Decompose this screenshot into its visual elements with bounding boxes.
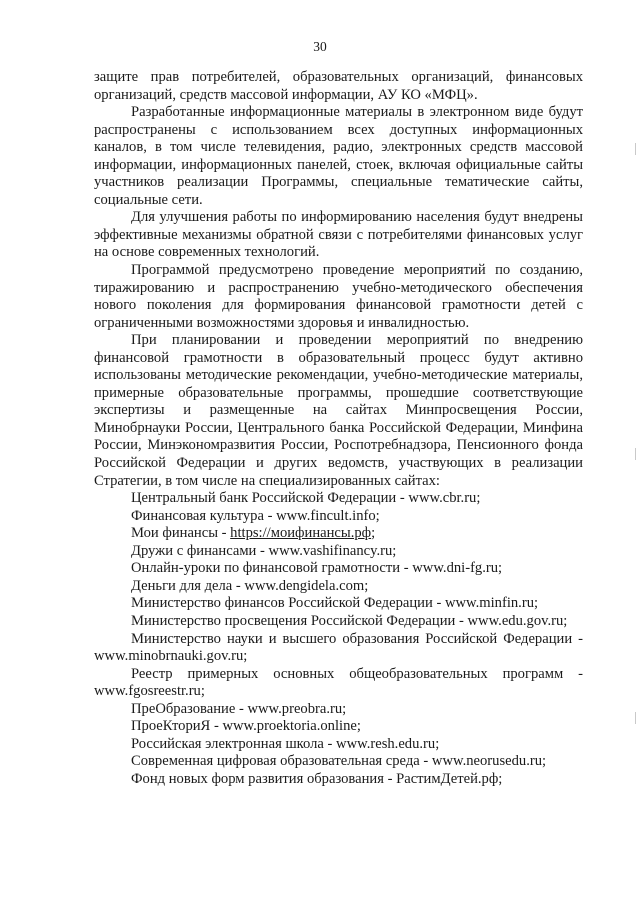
site-label: Дружи с финансами - — [131, 542, 269, 559]
site-list-item — [94, 613, 583, 631]
site-list-item — [94, 771, 583, 789]
paragraph-5: При планировании и проведении мероприятий по внедрению финансовой грамотности в образовательный процесс будут активно использованы методические рекомендации, учебно-методические материалы, примерные образовательные программы, прошедшие соответствующие экспертизы и размещенные на сайтах Минпросвещения России, Минобрнауки России, Центрального банка Российской Федерации, Минфина России, Минэкономразвития России, Роспотребнадзора, Пенсионного фонда Российской Федерации и других ведомств, участвующих в реализации Стратегии, в том числе на специализированных сайтах: — [94, 332, 583, 489]
site-url[interactable]: www.preobra.ru — [247, 700, 343, 717]
site-url[interactable]: www.proektoria.online — [222, 718, 357, 735]
site-url[interactable]: www.edu.gov.ru — [467, 612, 564, 629]
site-list-item — [94, 525, 583, 543]
site-list-item — [94, 490, 583, 508]
site-list-item — [94, 508, 583, 526]
site-suffix: ; — [200, 683, 205, 700]
site-suffix: ; — [534, 595, 539, 612]
scan-edge-mark — [635, 143, 636, 155]
site-suffix: ; — [364, 577, 369, 594]
site-list-item — [94, 578, 583, 596]
site-url[interactable]: www.minfin.ru — [444, 595, 534, 612]
site-label: Мои финансы - — [131, 525, 231, 542]
site-list-item — [94, 701, 583, 719]
site-label: Фонд новых форм развития образования - — [131, 770, 397, 787]
site-label: Реестр примерных основных общеобразовательных программ - — [131, 665, 583, 682]
site-list-item — [94, 560, 583, 578]
site-label: Центральный банк Российской Федерации - — [131, 490, 409, 507]
site-label: Российская электронная школа - — [131, 735, 337, 752]
site-suffix: ; — [542, 753, 547, 770]
site-label: Онлайн-уроки по финансовой грамотности - — [131, 560, 413, 577]
site-list-item — [94, 543, 583, 561]
site-label: ПреОбразование - — [131, 700, 248, 717]
site-url[interactable]: www.cbr.ru — [408, 490, 477, 507]
site-list-item — [94, 736, 583, 754]
site-suffix: ; — [476, 490, 481, 507]
site-url-link[interactable]: https://моифинансы.рф — [230, 525, 372, 542]
site-list-item — [94, 595, 583, 613]
site-url[interactable]: www.minobrnauki.gov.ru — [94, 648, 244, 665]
paragraph-4: Программой предусмотрено проведение мероприятий по созданию, тиражированию и распространению учебно-методического обеспечения нового поколения для формирования финансовой грамотности детей с ограниченными возможностями здоровья и инвалидностью. — [94, 262, 583, 331]
site-url[interactable]: www.fincult.info — [276, 507, 376, 524]
document-body — [94, 69, 583, 788]
paragraph-2: Разработанные информационные материалы в электронном виде будут распространены с использованием всех доступных информационных каналов, в том числе телевидения, радио, электронных средств массовой информации, информационных панелей, стоек, включая официальные сайты участников реализации Программы, специальные тематические сайты, социальные сети. — [94, 104, 583, 208]
site-suffix: ; — [392, 542, 397, 559]
site-label: Деньги для дела - — [131, 577, 245, 594]
site-label: Министерство науки и высшего образования Российской Федерации - — [131, 630, 583, 647]
page-number: 30 — [313, 39, 327, 54]
scan-edge-mark — [635, 712, 636, 724]
scan-edge-mark — [635, 448, 636, 460]
site-suffix: ; — [356, 718, 361, 735]
site-suffix: ; — [435, 735, 440, 752]
site-suffix: ; — [375, 507, 380, 524]
site-url[interactable]: www.dengidela.com — [244, 577, 365, 594]
site-suffix: ; — [371, 525, 376, 542]
paragraph-1: защите прав потребителей, образовательных организаций, финансовых организаций, средств массовой информации, АУ КО «МФЦ». — [94, 69, 583, 103]
site-label: Министерство просвещения Российской Федерации - — [131, 612, 468, 629]
site-list-item — [94, 631, 583, 666]
paragraph-3: Для улучшения работы по информированию населения будут внедрены эффективные механизмы обратной связи с потребителями финансовых услуг на основе современных технологий. — [94, 209, 583, 261]
site-list-item — [94, 718, 583, 736]
site-url[interactable]: www.fgosreestr.ru — [94, 683, 201, 700]
site-suffix: ; — [498, 770, 503, 787]
site-suffix: ; — [563, 612, 568, 629]
site-url[interactable]: www.vashifinancy.ru — [268, 542, 393, 559]
site-label: Министерство финансов Российской Федерации - — [131, 595, 445, 612]
site-suffix: ; — [243, 648, 248, 665]
site-label: Финансовая культура - — [131, 507, 277, 524]
site-suffix: ; — [498, 560, 503, 577]
site-list-item — [94, 666, 583, 701]
site-label: Современная цифровая образовательная среда - — [131, 753, 432, 770]
site-url[interactable]: www.neorusedu.ru — [431, 753, 543, 770]
site-label: ПроеКториЯ - — [131, 718, 223, 735]
site-list — [94, 490, 583, 788]
site-list-item — [94, 753, 583, 771]
site-url[interactable]: www.dni-fg.ru — [412, 560, 499, 577]
site-url[interactable]: РастимДетей.рф — [396, 770, 499, 787]
site-suffix: ; — [342, 700, 347, 717]
site-url[interactable]: www.resh.edu.ru — [336, 735, 436, 752]
